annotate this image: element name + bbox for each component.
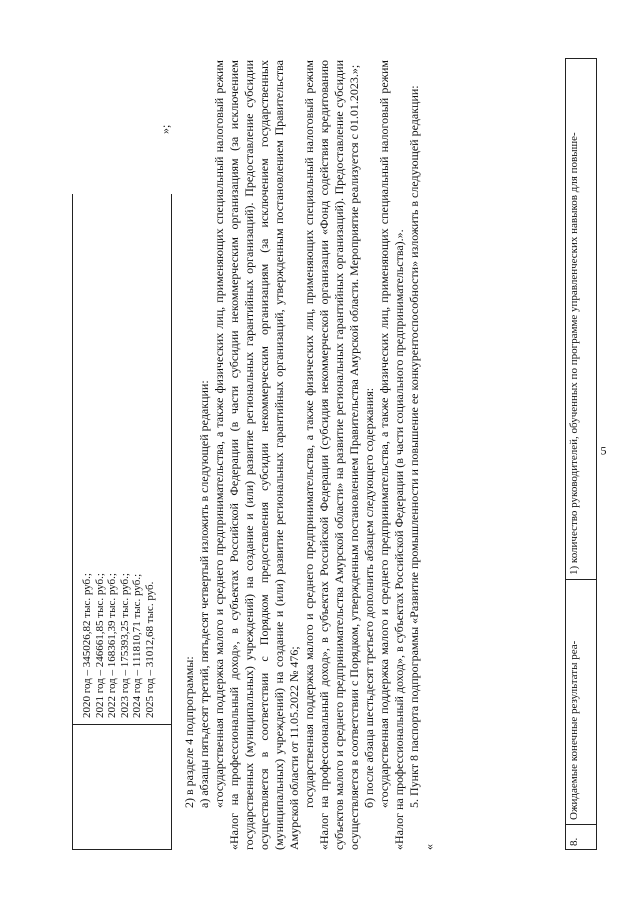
passport-row-number: 8. [566,824,596,849]
paragraph: государственная поддержка малого и среднего предпринимательства, а также физических лиц, применяющих специальный налоговый режим «Налог на профессиональный доход», в субъектах Российской Федерации (субсидия некоммерческой организации «Фонд содействия кредитованию субъектов малого и среднего предпринимательства Амурской области» на развитие региональных гарантийных организаций). Предоставление субсидии осуществляется в соответствии с Порядком, утвержденным постановлением Правительства Амурской области. Мероприятие реализуется с 01.01.2023.»; [302,60,361,850]
funding-year-row: 2021 год – 246661,85 тыс. руб.; [93,573,106,718]
paragraph: «государственная поддержка малого и среднего предпринимательства, а также физических лиц, применяющих специальный налоговый режим «Налог на профессиональный доход», в субъектах Российской Федерации (в части социального предпринимательства).». [377,60,406,850]
paragraph: 2) в разделе 4 подпрограммы: [182,656,196,808]
opening-quote: « [422,844,436,850]
paragraph: а) абзацы пятьдесят третий, пятьдесят четвертый изложить в следующей редакции: [197,380,211,808]
funding-table-left-cell [73,724,171,849]
funding-year-row: 2024 год – 111810,71 тыс. руб.; [131,573,143,718]
funding-year-row: 2020 год – 345026,82 тыс. руб.; [81,573,93,718]
funding-table-right-cell [73,194,171,724]
page-number: 5 [600,443,607,458]
funding-table [72,194,172,850]
funding-year-row: 2022 год – 168361,39 тыс. руб.; [106,573,118,718]
passport-row-value: 1) количество руководителей, обученных по программе управленческих навыков для повыше- [568,132,580,575]
document-body [182,60,437,850]
paragraph: б) после абзаца шестьдесят третьего дополнить абзацем следующего содержания: [362,387,376,808]
paragraph: «государственная поддержка малого и среднего предпринимательства, а также физических лиц, применяющих специальный налоговый режим «Налог на профессиональный доход», в субъектах Российской Федерации (в части субсидии некоммерческим организациям (за исключением государственных (муниципальных) учреждений) на создание и (или) развитие региональных гарантийных организаций). Предоставление субсидии осуществляется в соответствии с Порядком предоставления субсидии некоммерческим организациям (за исключением государственных (муниципальных) учреждений) на создание и (или) развитие региональных гарантийных организаций, утвержденным постановлением Правительства Амурской области от 11.05.2022 № 476; [212,60,301,850]
paragraph: 5. Пункт 8 паспорта подпрограммы «Развитие промышленности и повышение ее конкурентоспособности» изложить в следующей редакции: [407,85,421,808]
funding-year-row: 2025 год – 31012,68 тыс. руб. [143,581,156,718]
funding-year-row: 2023 год – 175393,25 тыс. руб.; [118,573,131,718]
passport-row-label: Ожидаемые конечные результаты реа- [566,579,596,824]
passport-table [565,58,597,850]
closing-quote: »; [158,124,172,134]
rotated-content [50,60,610,850]
